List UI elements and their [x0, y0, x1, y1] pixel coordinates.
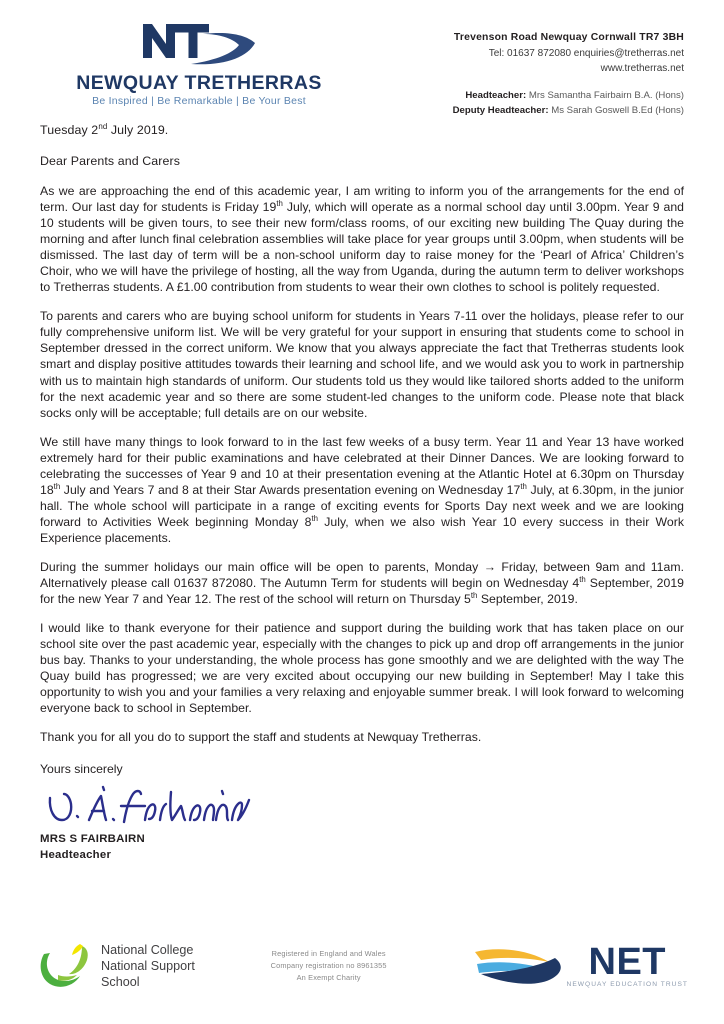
headteacher-name: Mrs Samantha Fairbairn B.A. (Hons)	[526, 89, 684, 101]
date-ordinal-suffix: nd	[98, 121, 108, 131]
paragraph-1-ordinal-suffix: th	[276, 198, 283, 208]
paragraph-3	[40, 434, 684, 546]
paragraph-3-ordinal-suffix-3: th	[311, 513, 319, 523]
nt-swoosh-logo-icon	[131, 18, 267, 70]
signer-name: MRS S FAIRBAIRN	[40, 833, 146, 846]
deputy-headteacher-name: Ms Sarah Goswell B.Ed (Hons)	[548, 104, 684, 116]
school-address: Trevenson Road Newquay Cornwall TR7 3BH	[453, 32, 684, 43]
ncnss-line-1: National College	[101, 942, 194, 957]
national-college-logo	[36, 940, 195, 992]
net-trust-logo	[473, 938, 688, 994]
signer-title: Headteacher	[40, 849, 112, 862]
registration-line-3: An Exempt Charity	[296, 972, 361, 982]
paragraph-3-part-c: July, at 6.30pm, in the junior hall. The whole school will participate in a range of exciting events for Sports Day next week and we are looking forward to Activities Week beginning Monday 8	[40, 482, 684, 529]
net-subtitle: NEWQUAY EDUCATION TRUST	[566, 981, 688, 989]
paragraph-2: To parents and carers who are buying school uniform for students in Years 7-11 over the holidays, please refer to our fully comprehensive uniform list. We will be very grateful for your support in ensuring that students come to school in September dressed in the correct uniform. We know that you always appreciate the fact that Tretherras students look smart and display positive attitudes towards their learning and school life, and we would ask you to work in partnership with us to maintain high standards of uniform. Our students told us they would like tailored shorts added to the uniform for the next academic year and so there are some student-led changes to the uniform code. Please note that black socks only will be acceptable; full details are on our website.	[40, 309, 684, 420]
paragraph-4-part-c: September, 2019.	[477, 592, 578, 607]
registration-line-1: Registered in England and Wales	[271, 949, 386, 959]
paragraph-3-part-b: July and Years 7 and 8 at their Star Awards presentation evening on Wednesday 17	[60, 482, 521, 497]
staff-details	[384, 88, 684, 119]
headteacher-label: Headteacher:	[465, 89, 527, 101]
letterhead	[0, 0, 724, 115]
paragraph-3-part-a: We still have many things to look forward to in the last few weeks of a busy term. Year 11 and Year 13 have worked extremely hard for their public examinations and have celebrated at their Dinner Dances. We are looking forward to celebrating the successes of Year 9 and 10 at their presentation evening at the Atlantic Hotel at 6.30pm on Thursday 18	[40, 434, 684, 497]
net-letters: NET	[588, 940, 666, 983]
registration-details	[271, 948, 387, 984]
paragraph-1-part-a: As we are approaching the end of this academic year, I am writing to inform you of the arrangements for the end of term. Our last day for students is Friday 19	[40, 184, 684, 215]
paragraph-4-ordinal-suffix-1: th	[579, 574, 586, 584]
footer	[0, 922, 724, 1010]
letter-body	[0, 123, 724, 864]
phone-and-email: Tel: 01637 872080 enquiries@tretherras.net	[488, 47, 684, 59]
paragraph-3-ordinal-suffix-2: th	[520, 481, 527, 491]
paragraph-4-part-a: During the summer holidays our main office will be open to parents, Monday → Friday, between 9am and 11am. Alternatively please call 01637 872080. The Autumn Term for students will begin on Wednesday 4	[40, 559, 684, 591]
ncnss-line-2: National Support	[101, 958, 195, 973]
paragraph-3-ordinal-suffix-1: th	[53, 481, 61, 491]
deputy-headteacher-line	[384, 103, 684, 118]
school-tagline: Be Inspired | Be Remarkable | Be Your Best	[92, 95, 306, 108]
letter-date	[40, 123, 684, 137]
headteacher-line	[384, 88, 684, 103]
handwritten-signature-icon	[44, 778, 254, 832]
paragraph-6: Thank you for all you do to support the staff and students at Newquay Tretherras.	[40, 730, 482, 745]
signature	[44, 778, 684, 832]
paragraph-1	[40, 183, 684, 295]
paragraph-4-part-b: September, 2019 for the new Year 7 and Year 12. The rest of the school will return on Thursday 5	[40, 576, 684, 607]
net-swoosh-icon	[473, 938, 569, 994]
registration-line-2: Company registration no 8961355	[270, 961, 387, 971]
net-wordmark	[566, 940, 688, 989]
school-branding	[40, 18, 340, 107]
paragraph-4	[40, 559, 684, 607]
paragraph-3-part-d: July, when we also wish Year 10 every success in their Work Experience placements.	[40, 514, 684, 545]
salutation: Dear Parents and Carers	[40, 154, 181, 168]
date-text: Tuesday 2	[40, 123, 99, 137]
date-year-text: July 2019.	[107, 123, 169, 137]
green-leaf-swirl-icon	[36, 940, 92, 992]
paragraph-1-part-b: July, which will operate as a normal school day until 3.00pm. Year 9 and 10 students will be given tours, to see their new form/class rooms, of our exciting new building The Quay during the morning and after lunch final celebration assemblies will take place for year groups until 3.00pm, when students will be dismissed. The last day of term will be a non-school uniform day to raise money for the ‘Pearl of Africa’ Children’s Choir, who we will have the privilege of hosting, all the way from Uganda, during the autumn term to deliver workshops to Tretherras students. A £1.00 contribution from students to wear their own clothes to school is politely requested.	[40, 200, 684, 295]
website: www.tretherras.net	[600, 63, 684, 75]
school-name: NEWQUAY TRETHERRAS	[76, 72, 322, 94]
paragraph-5: I would like to thank everyone for their patience and support during the building work that has taken place on our school site over the past academic year, especially with the changes to pick up and drop off arrangements in the junior bus bay. Thanks to your understanding, the whole process has gone smoothly and we are delighted with the way The Quay build has progressed; we are very excited about occupying our new building in September! May I take this opportunity to wish you and your families a very relaxing and enjoyable summer break. I will look forward to welcoming everyone back to school in September.	[40, 621, 684, 716]
paragraph-4-ordinal-suffix-2: th	[470, 591, 478, 600]
contact-details	[384, 18, 684, 118]
national-college-text	[101, 942, 195, 990]
ncnss-line-3: School	[101, 975, 140, 990]
deputy-headteacher-label: Deputy Headteacher:	[452, 104, 549, 116]
sign-off: Yours sincerely	[40, 762, 123, 777]
